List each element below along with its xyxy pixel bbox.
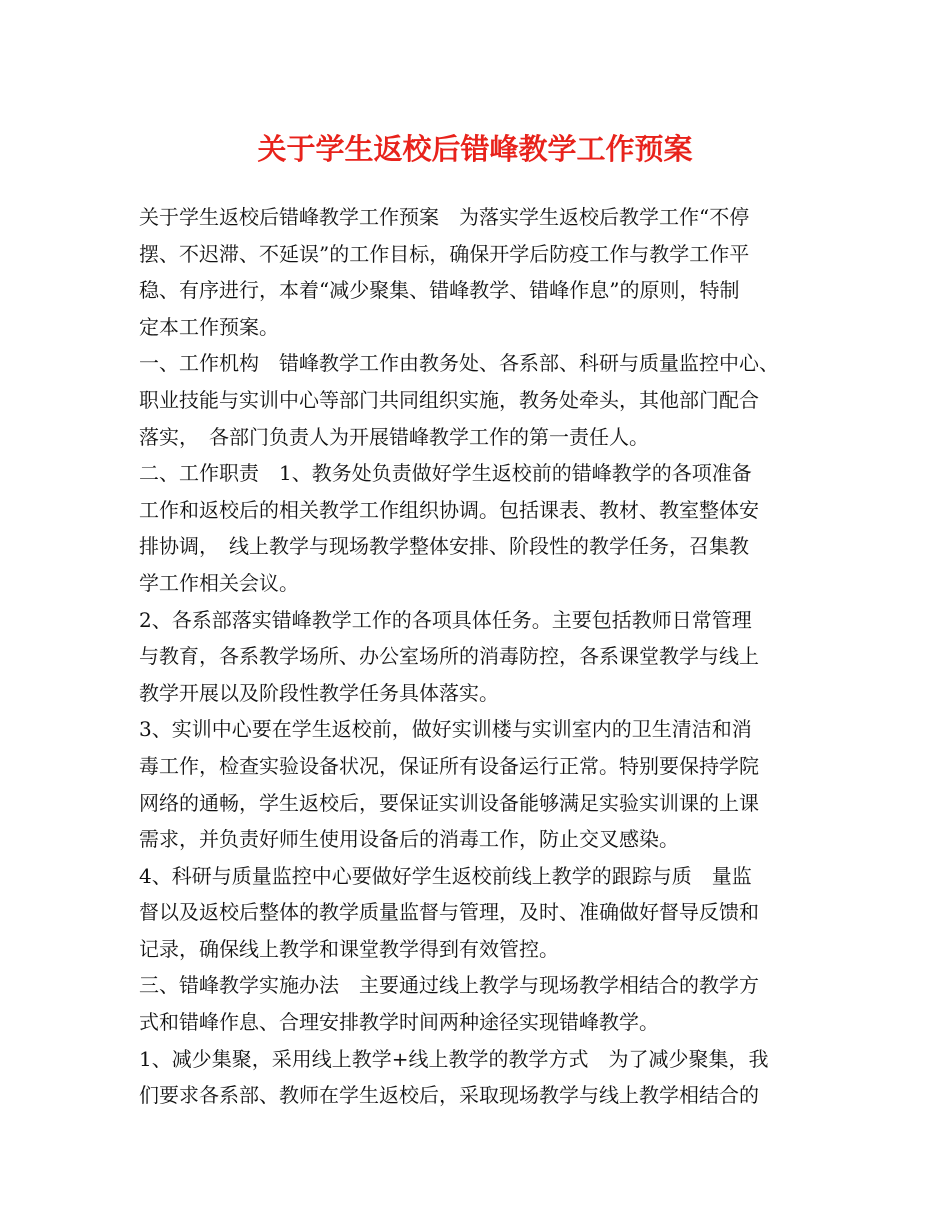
body-line: 们要求各系部、教师在学生返校后，采取现场教学与线上教学相结合的 — [139, 1083, 759, 1108]
body-line: 4、科研与质量监控中心要做好学生返校前线上教学的跟踪与质 量监 — [139, 863, 752, 888]
body-line: 网络的通畅，学生返校后，要保证实训设备能够满足实验实训课的上课 — [139, 790, 759, 815]
body-line: 学工作相关会议。 — [139, 570, 299, 595]
body-line: 落实， 各部门负责人为开展错峰教学工作的第一责任人。 — [139, 424, 649, 449]
body-line: 1、减少集聚，采用线上教学+线上教学的教学方式 为了减少聚集，我 — [139, 1046, 769, 1071]
body-line: 督以及返校后整体的教学质量监督与管理，及时、准确做好督导反馈和 — [139, 900, 759, 925]
body-line: 记录，确保线上教学和课堂教学得到有效管控。 — [139, 936, 559, 961]
body-line: 一、工作机构 错峰教学工作由教务处、各系部、科研与质量监控中心、 — [139, 351, 779, 376]
body-line: 关于学生返校后错峰教学工作预案 为落实学生返校后教学工作“不停 — [139, 205, 750, 229]
body-line: 式和错峰作息、合理安排教学时间两种途径实现错峰教学。 — [139, 1010, 659, 1035]
body-line: 教学开展以及阶段性教学任务具体落实。 — [139, 680, 499, 705]
body-line: 与教育，各系教学场所、办公室场所的消毒防控，各系课堂教学与线上 — [139, 644, 759, 669]
body-line: 定本工作预案。 — [139, 314, 279, 339]
body-line: 2、各系部落实错峰教学工作的各项具体任务。主要包括教师日常管理 — [139, 607, 752, 632]
body-line: 稳、有序进行，本着“减少聚集、错峰教学、错峰作息”的原则，特制 — [139, 278, 740, 303]
body-line: 工作和返校后的相关教学工作组织协调。包括课表、教材、教室整体安 — [139, 497, 759, 522]
body-line: 需求，并负责好师生使用设备后的消毒工作，防止交叉感染。 — [139, 827, 679, 852]
body-line: 3、实训中心要在学生返校前，做好实训楼与实训室内的卫生清洁和消 — [139, 717, 752, 742]
body-line: 职业技能与实训中心等部门共同组织实施，教务处牵头，其他部门配合 — [139, 387, 759, 412]
body-line: 摆、不迟滞、不延误”的工作目标，确保开学后防疫工作与教学工作平 — [139, 241, 750, 266]
body-line: 二、工作职责 1、教务处负责做好学生返校前的错峰教学的各项准备 — [139, 461, 752, 486]
body-line: 排协调， 线上教学与现场教学整体安排、阶段性的教学任务，召集教 — [139, 534, 749, 559]
body-line: 三、错峰教学实施办法 主要通过线上教学与现场教学相结合的教学方 — [139, 973, 759, 998]
document-body — [139, 199, 819, 1114]
document-title: 关于学生返校后错峰教学工作预案 — [257, 132, 693, 166]
body-line: 毒工作，检查实验设备状况，保证所有设备运行正常。特别要保持学院 — [139, 753, 759, 778]
